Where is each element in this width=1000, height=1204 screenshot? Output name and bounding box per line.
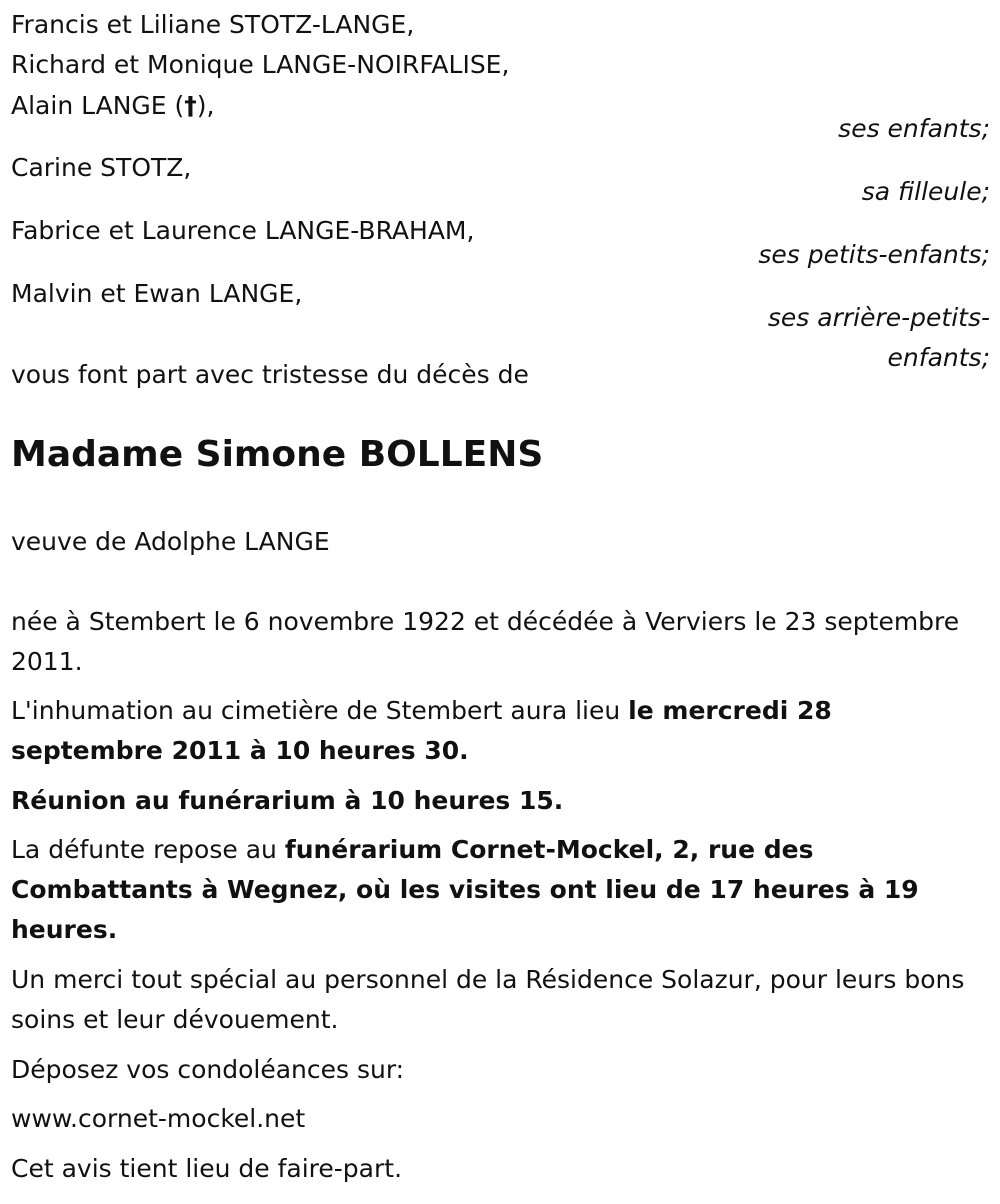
thanks: Un merci tout spécial au personnel de la Résidence Solazur, pour leurs bons soins et leur dévouement. — [11, 965, 965, 1034]
family-line-4: Carine STOTZ, — [11, 153, 192, 182]
condolences-label: Déposez vos condoléances sur: — [11, 1055, 405, 1084]
closing-note: Cet avis tient lieu de faire-part. — [11, 1154, 403, 1183]
repose-details: funérarium Cornet-Mockel, 2, rue des Combattants à Wegnez, où les visites ont lieu de 17 heures à 19 heures. — [11, 835, 919, 944]
burial-intro: L'inhumation au cimetière de Stembert aura lieu — [11, 696, 629, 725]
family-line-3 — [11, 86, 214, 126]
repose-info — [11, 830, 976, 950]
family-line-6: Malvin et Ewan LANGE, — [11, 279, 303, 308]
relation-children: ses enfants; — [838, 114, 990, 143]
burial-info — [11, 691, 976, 771]
family-line-5: Fabrice et Laurence LANGE-BRAHAM, — [11, 216, 475, 245]
family-line-1: Francis et Liliane STOTZ-LANGE, — [11, 10, 415, 39]
deceased-name: Madame Simone BOLLENS — [11, 434, 544, 475]
birth-death: née à Stembert le 6 novembre 1922 et décédée à Verviers le 23 septembre 2011. — [11, 607, 960, 676]
relation-goddaughter: sa filleule; — [861, 177, 990, 206]
family-line-3-name: Alain LANGE ( — [11, 91, 185, 120]
cross-icon: † — [184, 91, 197, 120]
relation-grandchildren: ses petits-enfants; — [758, 240, 990, 269]
family-line-3-end: ), — [196, 91, 215, 120]
burial-date-time: le mercredi 28 septembre 2011 à 10 heures 30. — [11, 696, 832, 765]
announcement: vous font part avec tristesse du décès de — [11, 360, 529, 389]
website-link[interactable]: www.cornet-mockel.net — [11, 1104, 306, 1133]
relation-great-grandchildren-1: ses arrière-petits- — [767, 303, 990, 332]
meeting-info: Réunion au funérarium à 10 heures 15. — [11, 786, 564, 815]
family-line-2: Richard et Monique LANGE-NOIRFALISE, — [11, 50, 510, 79]
repose-intro: La défunte repose au — [11, 835, 285, 864]
relation-great-grandchildren-2: enfants; — [887, 343, 990, 372]
widow-of: veuve de Adolphe LANGE — [11, 527, 330, 556]
